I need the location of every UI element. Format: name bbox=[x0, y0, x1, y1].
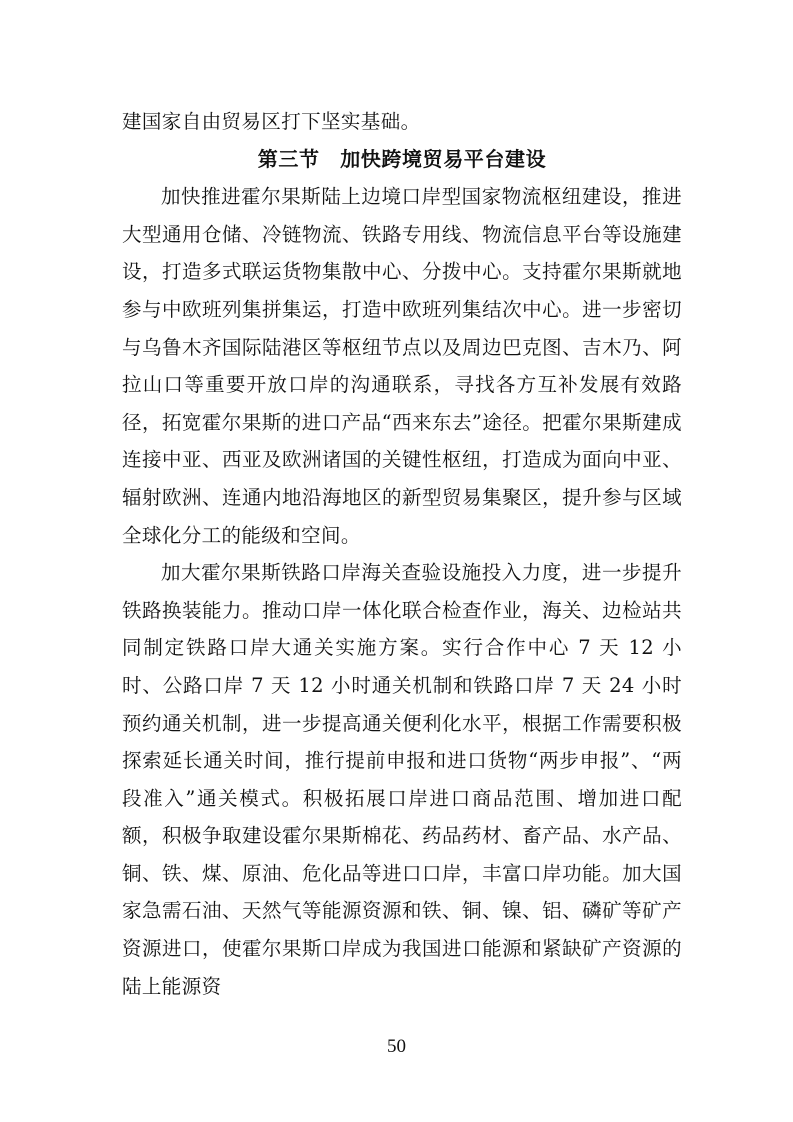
body-paragraph: 加快推进霍尔果斯陆上边境口岸型国家物流枢纽建设，推进大型通用仓储、冷链物流、铁路专用线、物流信息平台等设施建设，打造多式联运货物集散中心、分拨中心。支持霍尔果斯就地参与中欧班列集拼集运，打造中欧班列集结次中心。进一步密切与乌鲁木齐国际陆港区等枢纽节点以及周边巴克图、吉木乃、阿拉山口等重要开放口岸的沟通联系，寻找各方互补发展有效路径，拓宽霍尔果斯的进口产品“西来东去”途径。把霍尔果斯建成连接中亚、西亚及欧洲诸国的关键性枢纽，打造成为面向中亚、辐射欧洲、连通内地沿海地区的新型贸易集聚区，提升参与区域全球化分工的能级和空间。 bbox=[122, 185, 682, 547]
page-content bbox=[122, 103, 682, 1005]
section-heading: 第三节 加快跨境贸易平台建设 bbox=[257, 146, 547, 171]
continuation-paragraph: 建国家自由贸易区打下坚实基础。 bbox=[122, 110, 421, 133]
body-paragraph: 加大霍尔果斯铁路口岸海关查验设施投入力度，进一步提升铁路换装能力。推动口岸一体化联合检查作业，海关、边检站共同制定铁路口岸大通关实施方案。实行合作中心 7 天 12 小时、公路口岸 7 天 12 小时通关机制和铁路口岸 7 天 24 小时预约通关机制，进一步提高通关便利化水平，根据工作需要积极探索延长通关时间，推行提前申报和进口货物“两步申报”、“两段准入”通关模式。积极拓展口岸进口商品范围、增加进口配额，积极争取建设霍尔果斯棉花、药品药材、畜产品、水产品、铜、铁、煤、原油、危化品等进口口岸，丰富口岸功能。加大国家急需石油、天然气等能源资源和铁、铜、镍、铝、磷矿等矿产资源进口，使霍尔果斯口岸成为我国进口能源和紧缺矿产资源的陆上能源资 bbox=[122, 561, 682, 998]
page-number: 50 bbox=[387, 1036, 406, 1057]
